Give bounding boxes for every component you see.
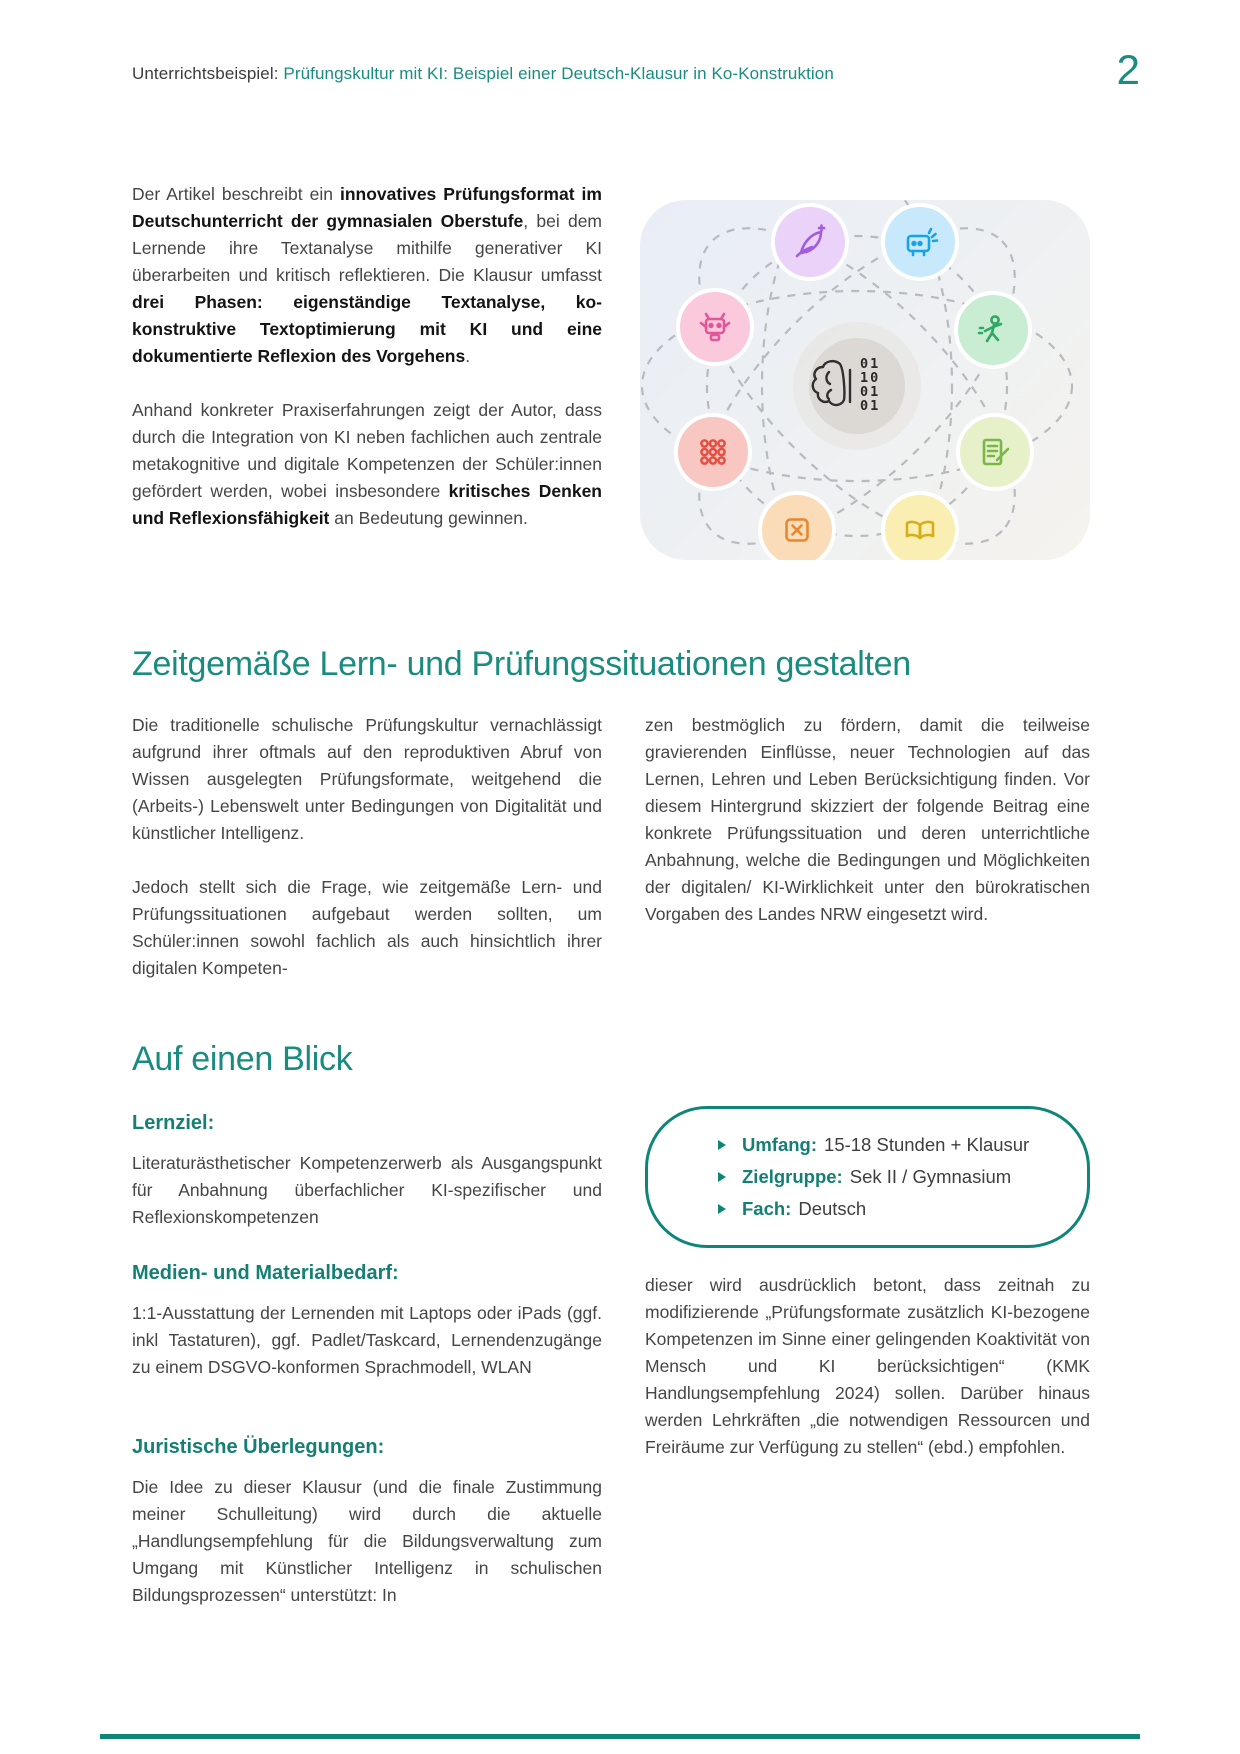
intro-paragraph-1: Der Artikel beschreibt ein innovatives Prüfungsformat im Deutschunterricht der gymnasialen Oberstufe, bei dem Lernende ihre Textanalyse mithilfe generativer KI überarbeiten und kritisch reflektieren. Die Klausur umfasst drei Phasen: eigenständige Textanalyse, ko-konstruktive Textoptimierung mit KI und eine dokumentierte Reflexion des Vorgehens. xyxy=(132,184,602,366)
bullet-arrow-icon xyxy=(718,1172,726,1182)
section-title-auf-einen-blick: Auf einen Blick xyxy=(132,1040,353,1078)
svg-text:10: 10 xyxy=(860,370,881,386)
document-edit-icon xyxy=(958,415,1032,489)
bullet-arrow-icon xyxy=(718,1204,726,1214)
page-number: 2 xyxy=(1116,46,1140,93)
section1-right-column xyxy=(645,712,1090,928)
brain-binary-icon xyxy=(793,322,921,450)
section1-left-column xyxy=(132,712,602,982)
medien-body: 1:1-Ausstattung der Lernenden mit Laptops oder iPads (ggf. inkl Tastaturen), ggf. Padlet/Taskcard, Lernendenzugänge zu einem DSGVO-konformen Sprachmodell, WLAN xyxy=(132,1303,602,1377)
infobox-row-fach xyxy=(718,1198,1087,1220)
section1-paragraph-2: Jedoch stellt sich die Frage, wie zeitgemäße Lern- und Prüfungssituationen aufgebaut werden sollten, um Schüler:innen sowohl fachlich als auch hinsichtlich ihrer digitalen Kompeten- xyxy=(132,877,602,978)
robot-icon xyxy=(678,290,752,364)
page-header xyxy=(132,64,834,84)
footer-rule xyxy=(100,1734,1140,1739)
section1-paragraph-3: zen bestmöglich zu fördern, damit die teilweise gravierenden Einflüsse, neuer Technologien auf das Lernen, Lehren und Leben Berücksichtigung finden. Vor diesem Hintergrund skizziert der folgende Beitrag eine konkrete Prüfungssituation und deren unterrichtliche Anbahnung, welche die Bedingungen und Möglichkeiten der digitalen/ KI-Wirklichkeit unter den bürokratischen Vorgaben des Landes NRW eingesetzt wird. xyxy=(645,715,1090,924)
creativity-leaf-icon xyxy=(773,205,847,279)
ki-network-illustration xyxy=(640,200,1090,560)
intro-paragraph-2: Anhand konkreter Praxiserfahrungen zeigt der Autor, dass durch die Integration von KI neben fachlichen auch zentrale metakognitive und digitale Kompetenzen der Schüler:innen gefördert werden, wobei insbesondere kritisches Denken und Reflexionsfähigkeit an Bedeutung gewinnen. xyxy=(132,400,602,528)
infobox-row-umfang xyxy=(718,1134,1087,1156)
svg-text:01: 01 xyxy=(860,356,881,372)
infobox-value: 15-18 Stunden + Klausur xyxy=(824,1134,1030,1155)
bullet-arrow-icon xyxy=(718,1140,726,1150)
juristisch-body: Die Idee zu dieser Klausur (und die finale Zustimmung meiner Schulleitung) wird durch die aktuelle „Handlungsempfehlung für die Bildungsverwaltung zum Umgang mit Künstlicher Intelligenz in schulischen Bildungsprozessen“ unterstützt: In xyxy=(132,1477,602,1605)
open-book-icon xyxy=(883,493,957,560)
lernziel-body: Literaturästhetischer Kompetenzerwerb als Ausgangspunkt für Anbahnung überfachlicher KI-spezifischer und Reflexionskompetenzen xyxy=(132,1153,602,1227)
infobox-label: Fach: xyxy=(742,1198,792,1219)
section1-paragraph-1: Die traditionelle schulische Prüfungskultur vernachlässigt aufgrund ihrer oftmals auf den reproduktiven Abruf von Wissen ausgelegten Prüfungsformate, weitgehend die (Arbeits-) Lebenswelt unter Bedingungen von Digitalität und künstlicher Intelligenz. xyxy=(132,715,602,843)
juristisch-heading: Juristische Überlegungen: xyxy=(132,1436,385,1458)
section-title-pruefungssituationen: Zeitgemäße Lern- und Prüfungssituationen gestalten xyxy=(132,645,911,683)
lernziel-heading: Lernziel: xyxy=(132,1112,215,1134)
infobox-label: Umfang: xyxy=(742,1134,818,1155)
svg-text:01: 01 xyxy=(860,384,881,400)
header-label: Unterrichtsbeispiel: xyxy=(132,64,279,83)
closing-paragraph: dieser wird ausdrücklich betont, dass zeitnah zu modifizierende „Prüfungsformate zusätzlich KI-bezogene Kompetenzen im Sinne einer gelingenden Koaktivität von Mensch und KI berücksichtigen“ (KMK Handlungsempfehlung 2024) sollen. Darüber hinaus werden Lehrkräften „die notwendigen Ressourcen und Freiräume zur Verfügung zu stellen“ (ebd.) empfohlen. xyxy=(645,1275,1090,1457)
infobox-value: Deutsch xyxy=(798,1198,867,1219)
medien-heading: Medien- und Materialbedarf: xyxy=(132,1262,399,1284)
infobox-value: Sek II / Gymnasium xyxy=(849,1166,1012,1187)
alert-screen-icon xyxy=(883,205,957,279)
svg-text:01: 01 xyxy=(860,398,881,414)
binary-code xyxy=(860,356,880,414)
infobox-label: Zielgruppe: xyxy=(742,1166,843,1187)
dot-grid-icon xyxy=(676,415,750,489)
intro-column xyxy=(132,181,602,532)
close-box-icon xyxy=(760,493,834,560)
person-motion-icon xyxy=(956,293,1030,367)
ki-network-svg xyxy=(640,200,1090,560)
infobox-row-zielgruppe xyxy=(718,1166,1087,1188)
overview-info-box xyxy=(645,1106,1090,1248)
header-title: Prüfungskultur mit KI: Beispiel einer Deutsch-Klausur in Ko-Konstruktion xyxy=(283,64,834,83)
